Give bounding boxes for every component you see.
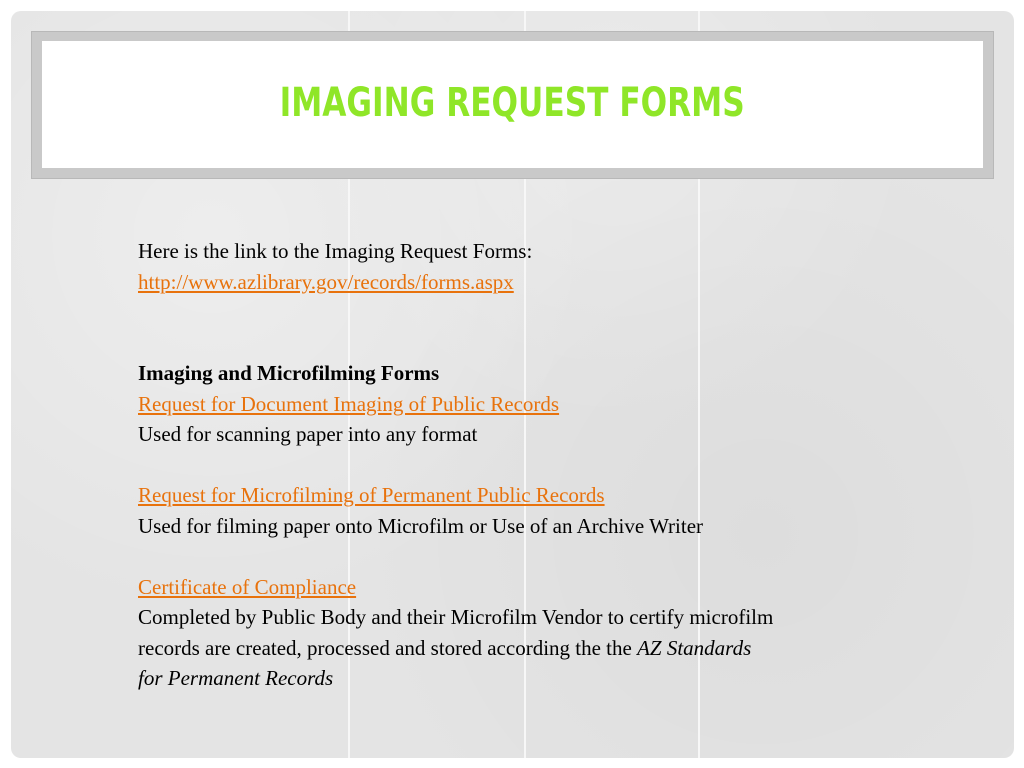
spacer xyxy=(138,450,958,481)
imaging-request-link[interactable]: Request for Document Imaging of Public Records xyxy=(138,391,560,416)
certificate-description-text: records are created, processed and stored according the the xyxy=(138,635,638,660)
forms-page-link[interactable]: http://www.azlibrary.gov/records/forms.aspx xyxy=(138,269,514,294)
slide xyxy=(11,11,1014,758)
title-frame xyxy=(31,31,994,179)
intro-text: Here is the link to the Imaging Request Forms: xyxy=(138,239,533,263)
certificate-of-compliance-link[interactable]: Certificate of Compliance xyxy=(138,574,357,599)
microfilming-request-link[interactable]: Request for Microfilming of Permanent Public Records xyxy=(138,483,605,507)
section-heading: Imaging and Microfilming Forms xyxy=(138,361,440,385)
title-box xyxy=(42,41,983,168)
imaging-request-description: Used for scanning paper into any format xyxy=(138,422,478,446)
slide-title: IMAGING REQUEST FORMS xyxy=(279,79,746,126)
spacer xyxy=(138,297,958,328)
slide-body xyxy=(138,236,958,694)
certificate-description-line1: Completed by Public Body and their Microfilm Vendor to certify microfilm xyxy=(138,605,774,629)
spacer xyxy=(138,328,958,359)
permanent-records-text: for Permanent Records xyxy=(138,666,334,690)
az-standards-text: AZ Standards xyxy=(637,635,752,660)
certificate-description-line2 xyxy=(138,633,958,664)
spacer xyxy=(138,541,958,572)
microfilming-request-description: Used for filming paper onto Microfilm or Use of an Archive Writer xyxy=(138,513,704,538)
